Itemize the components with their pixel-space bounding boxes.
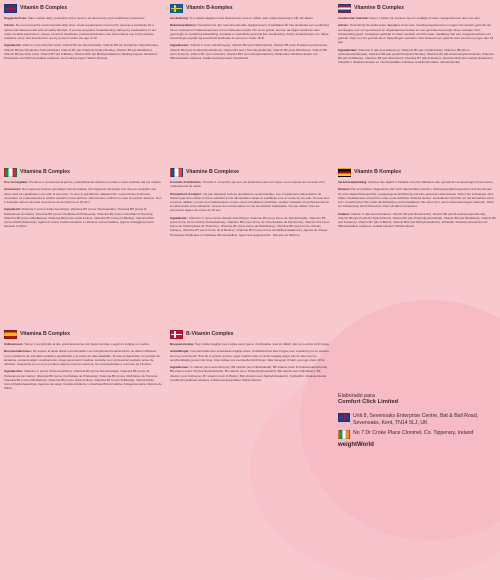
panel-title: Vitamin B-komplex bbox=[186, 4, 233, 11]
paragraph: Brugsanvisning: Tag 1 tablet dagligt med et glas vand, gerne i forbindelse med et måltid, eller som anvist af din læge. bbox=[170, 342, 330, 346]
ie-address-line bbox=[338, 430, 498, 439]
france-flag-icon bbox=[170, 168, 183, 177]
website: weightWorld bbox=[338, 442, 374, 448]
netherlands-flag-icon bbox=[338, 4, 351, 13]
paragraph: Précautions d'emploi : Ne pas dépasser la dose quotidienne recommandée. Les compléments alimentaires ne doivent pas être utilisés comme substitut à une alimentation variée et équilibrée et à un mode de vie sain. Si vous êtes enceinte, allaitez, prenez des médicaments ou êtes sous surveillance médicale, veuillez consulter un professionnel de la santé avant toute utilisation. Cesser la consommation en cas de réaction indésirable. Ne pas utiliser chez les personnes âgées de moins de 18 ans. bbox=[170, 191, 330, 213]
paragraph: Verzehrempfehlung: Nehmen Sie täglich 1 Tablette mit einer Mahlzeit oder gemäß den Anweisungen Ihres Arztes. bbox=[338, 180, 494, 184]
ireland-flag-icon bbox=[338, 430, 350, 439]
panel-se bbox=[168, 4, 332, 164]
panel-title: Vitamina B Complex bbox=[20, 330, 71, 337]
elaborated-for-label: Elaborado para bbox=[338, 393, 375, 399]
panel-dk bbox=[168, 330, 332, 498]
panel-title: Vitamin B Complex bbox=[20, 4, 68, 11]
paragraph: Ingredientes: Vitamina C (como Ácido Ascórbico), Vitamina B3 (como Nicotinamida), Vitamina B5 (como D-Pantotenato de Calcio), Vitamina B6 (como Clorhidrato de Piridoxina), Vitamina B1 (como Clorhidrato de Tiamina), Vitamina B2 (como Riboflavina), Vitamina B9 (como Ácido Fólico), Vitamina B7 (como D-Biotina), Vitamina B12 (como Metilcobalamina), Agentes de carga: Fosfato Dicálcico y Celulosa Microcristalina, Antiaglomerante: Dióxido de Silicio. bbox=[4, 369, 162, 391]
paragraph: Suggested Use: Take 1 tablet daily, preferably with a meal or as directed by your healthcare practitioner. bbox=[4, 16, 146, 20]
paragraph: Advice: Do not exceed the recommended daily dose. Food supplements must not be used as a substitute for a varied and balanced diet and a healthy lifestyle. If you are pregnant, breastfeeding, taking any medications or are under medical supervision, please consult a healthcare professional before use. Discontinue use if any adverse reactions occur. Not intended for use by persons under the age of 18. bbox=[4, 23, 157, 40]
paragraph: Ingrédients : Vitamine C (sous forme d'Acide Ascorbique), Vitamine B3 (sous forme de Nicotinamide), Vitamine B5 (sous forme de D-Calcium Pantothénate), Vitamine B6 (sous forme de Chlorhydrate de Pyridoxine), Vitamine B1 (sous forme de Chlorhydrate de Thiamine), Vitamine B2 (sous forme de Riboflavine), Vitamine B9 (sous forme d'Acide Folique), Vitamine B7 (sous forme de D-Biotine), Vitamine B12 (sous forme de Méthylcobalamine), Agents de charge : Phosphate Dicalcique et Cellulose Microcristalline, agent anti-agglomérant : Dioxyde de Silicium. bbox=[170, 215, 330, 237]
panel-es bbox=[2, 330, 164, 498]
panel-title: B-Vitamin Complex bbox=[186, 330, 234, 337]
paragraph: Hinweis: Die empfohlene Tagesdosis darf nicht überschritten werden. Nahrungsergänzungsmittel sind kein Ersatz für eine abwechslungsreiche, ausgewogene Ernährung und eine gesunde Lebensweise. Wenn Sie schwanger sind, stillen, Medikamente einnehmen oder unter ärztlicher Aufsicht stehen, konsultieren Sie bitte vor der Einnahme einen Arzt. Unterbrechen Sie sofort die Einnahme und konsultieren Sie einen Arzt, wenn Nebenwirkungen auftreten. Nicht zur Anwendung durch Personen unter 18 Jahren bestimmt. bbox=[338, 187, 495, 209]
paragraph: Ingredients: Vitamin C (as Ascorbic Acid), Vitamin B3 (as Nicotinamide), Vitamin B5 (as D-Calcium Pantothenate), Vitamin B6 (as Pyridoxine Hydrochloride), Vitamin B1 (as Thiamine Hydrochloride), Vitamin B2 (as Riboflavin), Vitamin B9 (as Folic Acid), Vitamin B7 (as D-Biotin), Vitamin B12 (as Methylcobalamin), Bulking Agents: Dicalcium Phosphate and Microcrystalline Cellulose, Anti-Caking Agent: Silicon Dioxide. bbox=[4, 43, 159, 60]
spain-flag-icon bbox=[4, 330, 17, 339]
uk-flag-icon bbox=[338, 413, 350, 422]
paragraph: Användning: Ta 1 tablett dagligen helst tillsammans med en måltid, eller enligt anvisningar från din läkare. bbox=[170, 16, 314, 20]
panel-nl bbox=[336, 4, 498, 164]
panel-de bbox=[336, 168, 498, 326]
panel-fr bbox=[168, 168, 332, 326]
germany-flag-icon bbox=[338, 168, 351, 177]
paragraph: Ingrediënten: Vitamine C (als ascorbinezuur), Vitamine B3 (als nicotinamide), Vitamine B5 (als D-calciumpantothenaat), Vitamine B6 (als pyridoxinehydrochloride), Vitamine B1 (als thiaminehydrochloride), Vitamine B2 (als riboflavine), Vitamine B9 (als foliumzuur), Vitamine B7 (als D-biotine), Vitamine B12 (als methylcobalamine), Vulstoffen: dicalciumfosfaat en microkristallijne cellulose, Antiklontermiddel: siliciumdioxide. bbox=[338, 47, 494, 65]
panel-title: Vitamin B Komplex bbox=[354, 168, 402, 175]
company-name: Comfort Click Limited bbox=[338, 399, 399, 405]
panel-title: Vitamine B Complex bbox=[354, 4, 405, 11]
paragraph: Anbefalinger: Overskrid ikke den anbefalede daglige dosis. Kosttilskud bør ikke bruges som erstatning for en varieret kost og sund livsstil. Hvis du er gravid, ammer, tager medicin eller er under lægelig opsyn bør du tale med en sundhedsfaglig person før brug. Stop indtag ved eventuelle bivirkninger. Ikke beregnet til børn og unge under 18 år. bbox=[170, 349, 330, 362]
paragraph: Avvertenze: Non superare la dose giornaliera raccomandata. Gli integratori alimentari non devono sostituire una dieta varia ed equilibrata e uno stile di vita sano. In caso di gravidanza, allattamento o assunzione di farmaci, consultare un professionista in ambito sanitario prima dell'uso. Interrompere l'utilizzo in caso di reazioni avverse. Non è destinato all'uso da parte di persone di età inferiore ai 18 anni. bbox=[4, 187, 162, 204]
panel-en bbox=[2, 4, 164, 164]
sweden-flag-icon bbox=[170, 4, 183, 13]
paragraph: Zutaten: Vitamin C (als Ascorbinsäure), Vitamin B3 (als Nicotinamid), Vitamin B5 (als D-Calciumpantothenat), Vitamin B6 (als Pyridoxin Hydrochlorid), Vitamin B1 (als Thiaminhydrochlorid), Vitamin B2 (als Riboflavin), Vitamin B9 (als Folsäure), Vitamin B7 (als D-Biotin), Vitamin B12 (als Methylcobalamin), Füllstoffe: Dicalciumphosphat und Mikrokristalline Cellulose, Antiklumpmittel: Siliziumdioxid. bbox=[338, 211, 496, 229]
panel-title: Vitamina B Complex bbox=[20, 168, 71, 175]
paragraph: Rekommendation: Överskrid inte den rekommenderade dagliga dosen. Kosttillskott får inte användas som ersättning för en varierad och balanserad kost och en hälsosam livsstil. Om du är gravid, ammar, tar några mediciner eller genomgår en medicinsk behandling, kontakta en sjukvårds-personal före användning. Avbryt användningen om några biverkningar uppstår. Ej avsedd att användas av personer under 18 år. bbox=[170, 23, 329, 40]
ie-address: No 7 Dr Croke Place Clonmel, Co. Tipperary, Ireland bbox=[353, 430, 474, 436]
paragraph: Indicaciones: Tomar 1 comprimido al día, preferentemente con algún comida o según lo indique su médico. bbox=[4, 342, 151, 346]
paragraph: Conseils d'utilisation : Prendre 1 comprimé par jour, de préférence avec un repas ou en suivant les conseils d'un professionnel de santé. bbox=[170, 180, 325, 189]
denmark-flag-icon bbox=[170, 330, 183, 339]
uk-address-line bbox=[338, 413, 498, 426]
paragraph: Ingredienti: Vitamina C (come Acido Ascorbico), Vitamina B3 (come Nicotinamide), Vitamina B5 (come D-Pantotenato di Calcio), Vitamina B6 (come Cloridrato di Piridossina), Vitamina B1 (come Cloridrato di Tiamina), Vitamina B2 (come Riboflavina), Vitamina B9 (come Acido Folico), Vitamina B7 (come D-Biotina), Vitamina B12 (come Metilcobalamina), Agenti di carica: fosfato bicalcico e cellulosa microcristallina, Agente antiagglomerante: biossido di silicio. bbox=[4, 207, 155, 229]
uk-address: Unit 8, Sevenoaks Enterprise Centre, Bat & Ball Road, Sevenoaks, Kent, TN14 5LJ, UK bbox=[353, 413, 479, 426]
paragraph: Ingredienser: Vitamin C (som Askorbinsyra), Vitamin B3 (som Nikotinamid), Vitamin B5 (som D-kalcium-pantotenat), Vitamin B6 (som Pyridoxinhydroklorid), Vitamin B1 (som Tiaminhydroklorid), Vitamin B2 (som Riboflavin), Vitamin B9 (som Folsyra), Vitamin B7 (som D-biotin), Vitamin B12 (som Metylkobalamin), Bulkmedel: Dikalciumfosfat och Mikrokristallin cellulosa, Antiklumpningsmedel: Kiseldioxid. bbox=[170, 43, 328, 60]
panel-it bbox=[2, 168, 164, 326]
italy-flag-icon bbox=[4, 168, 17, 177]
uk-flag-icon bbox=[4, 4, 17, 13]
paragraph: Recomendaciones: No supere la dosis diaria recomendada. Los complementos alimenticios no deben utilizarse como sustitutos de una dieta variada y equilibrada y un estilo de vida saludable. Si está embarazada, en periodo de lactancia, tomando algún medicamento o bajo supervisión médica, consulte a un profesional sanitario antes de utilizarlo. Suspenda su uso si se produce alguna reacción adversa. No está destinado a menores de 18 años. bbox=[4, 349, 160, 366]
paragraph: Advies: Overschrijd de aanbevolen dagelijkse dosis niet. Voedingssupplementen mogen niet worden gebruikt als vervanging voor een gevarieerd en uitgebalanceerd dieet en een gezonde levensstijl. Als je zwanger bent, borstvoeding geeft, medicijnen gebruikt of onder medisch toezicht staat, raadpleeg dan een zorgprofessional voor gebruik. Stop met het gebruik als er bijwerkingen optreden. Niet bedoeld voor gebruik door personen jonger dan 18 jaar. bbox=[338, 23, 494, 45]
panel-title: Vitamine B Complexe bbox=[186, 168, 239, 175]
paragraph: Aanbevolen Gebruik: Neem 1 tablet, bij voorkeur bij een maaltijd of zoals voorgeschreven door een arts. bbox=[338, 16, 481, 20]
manufacturer-block bbox=[338, 393, 498, 448]
paragraph: Uso Consigliato: Prendere 1 compressa al giorno, preferibilmente durante un pasto o come indicato dal tuo medico. bbox=[4, 180, 162, 184]
paragraph: Ingredienser: C-vitamin (som ascorbinsyre), B3-vitamin (som Nikotinamid), B5-vitamin (som D-Calciumpantothenat), B6-vitamin (som Pyridoxinhydrochlorid), B1-vitamin (som Thiaminhydrochlorid), B2-vitamin (som Riboflavin), B9-vitamin (som Folinsyre), B7-vitamin (som D-Biotin), B12-vitamin (som Methylcobalamin), Fyldstoffer: Dicalciumfosfat og Mikrokrystallinsk cellulose, Antiklumpningsmiddel: Siliciumdioxid. bbox=[170, 365, 328, 382]
